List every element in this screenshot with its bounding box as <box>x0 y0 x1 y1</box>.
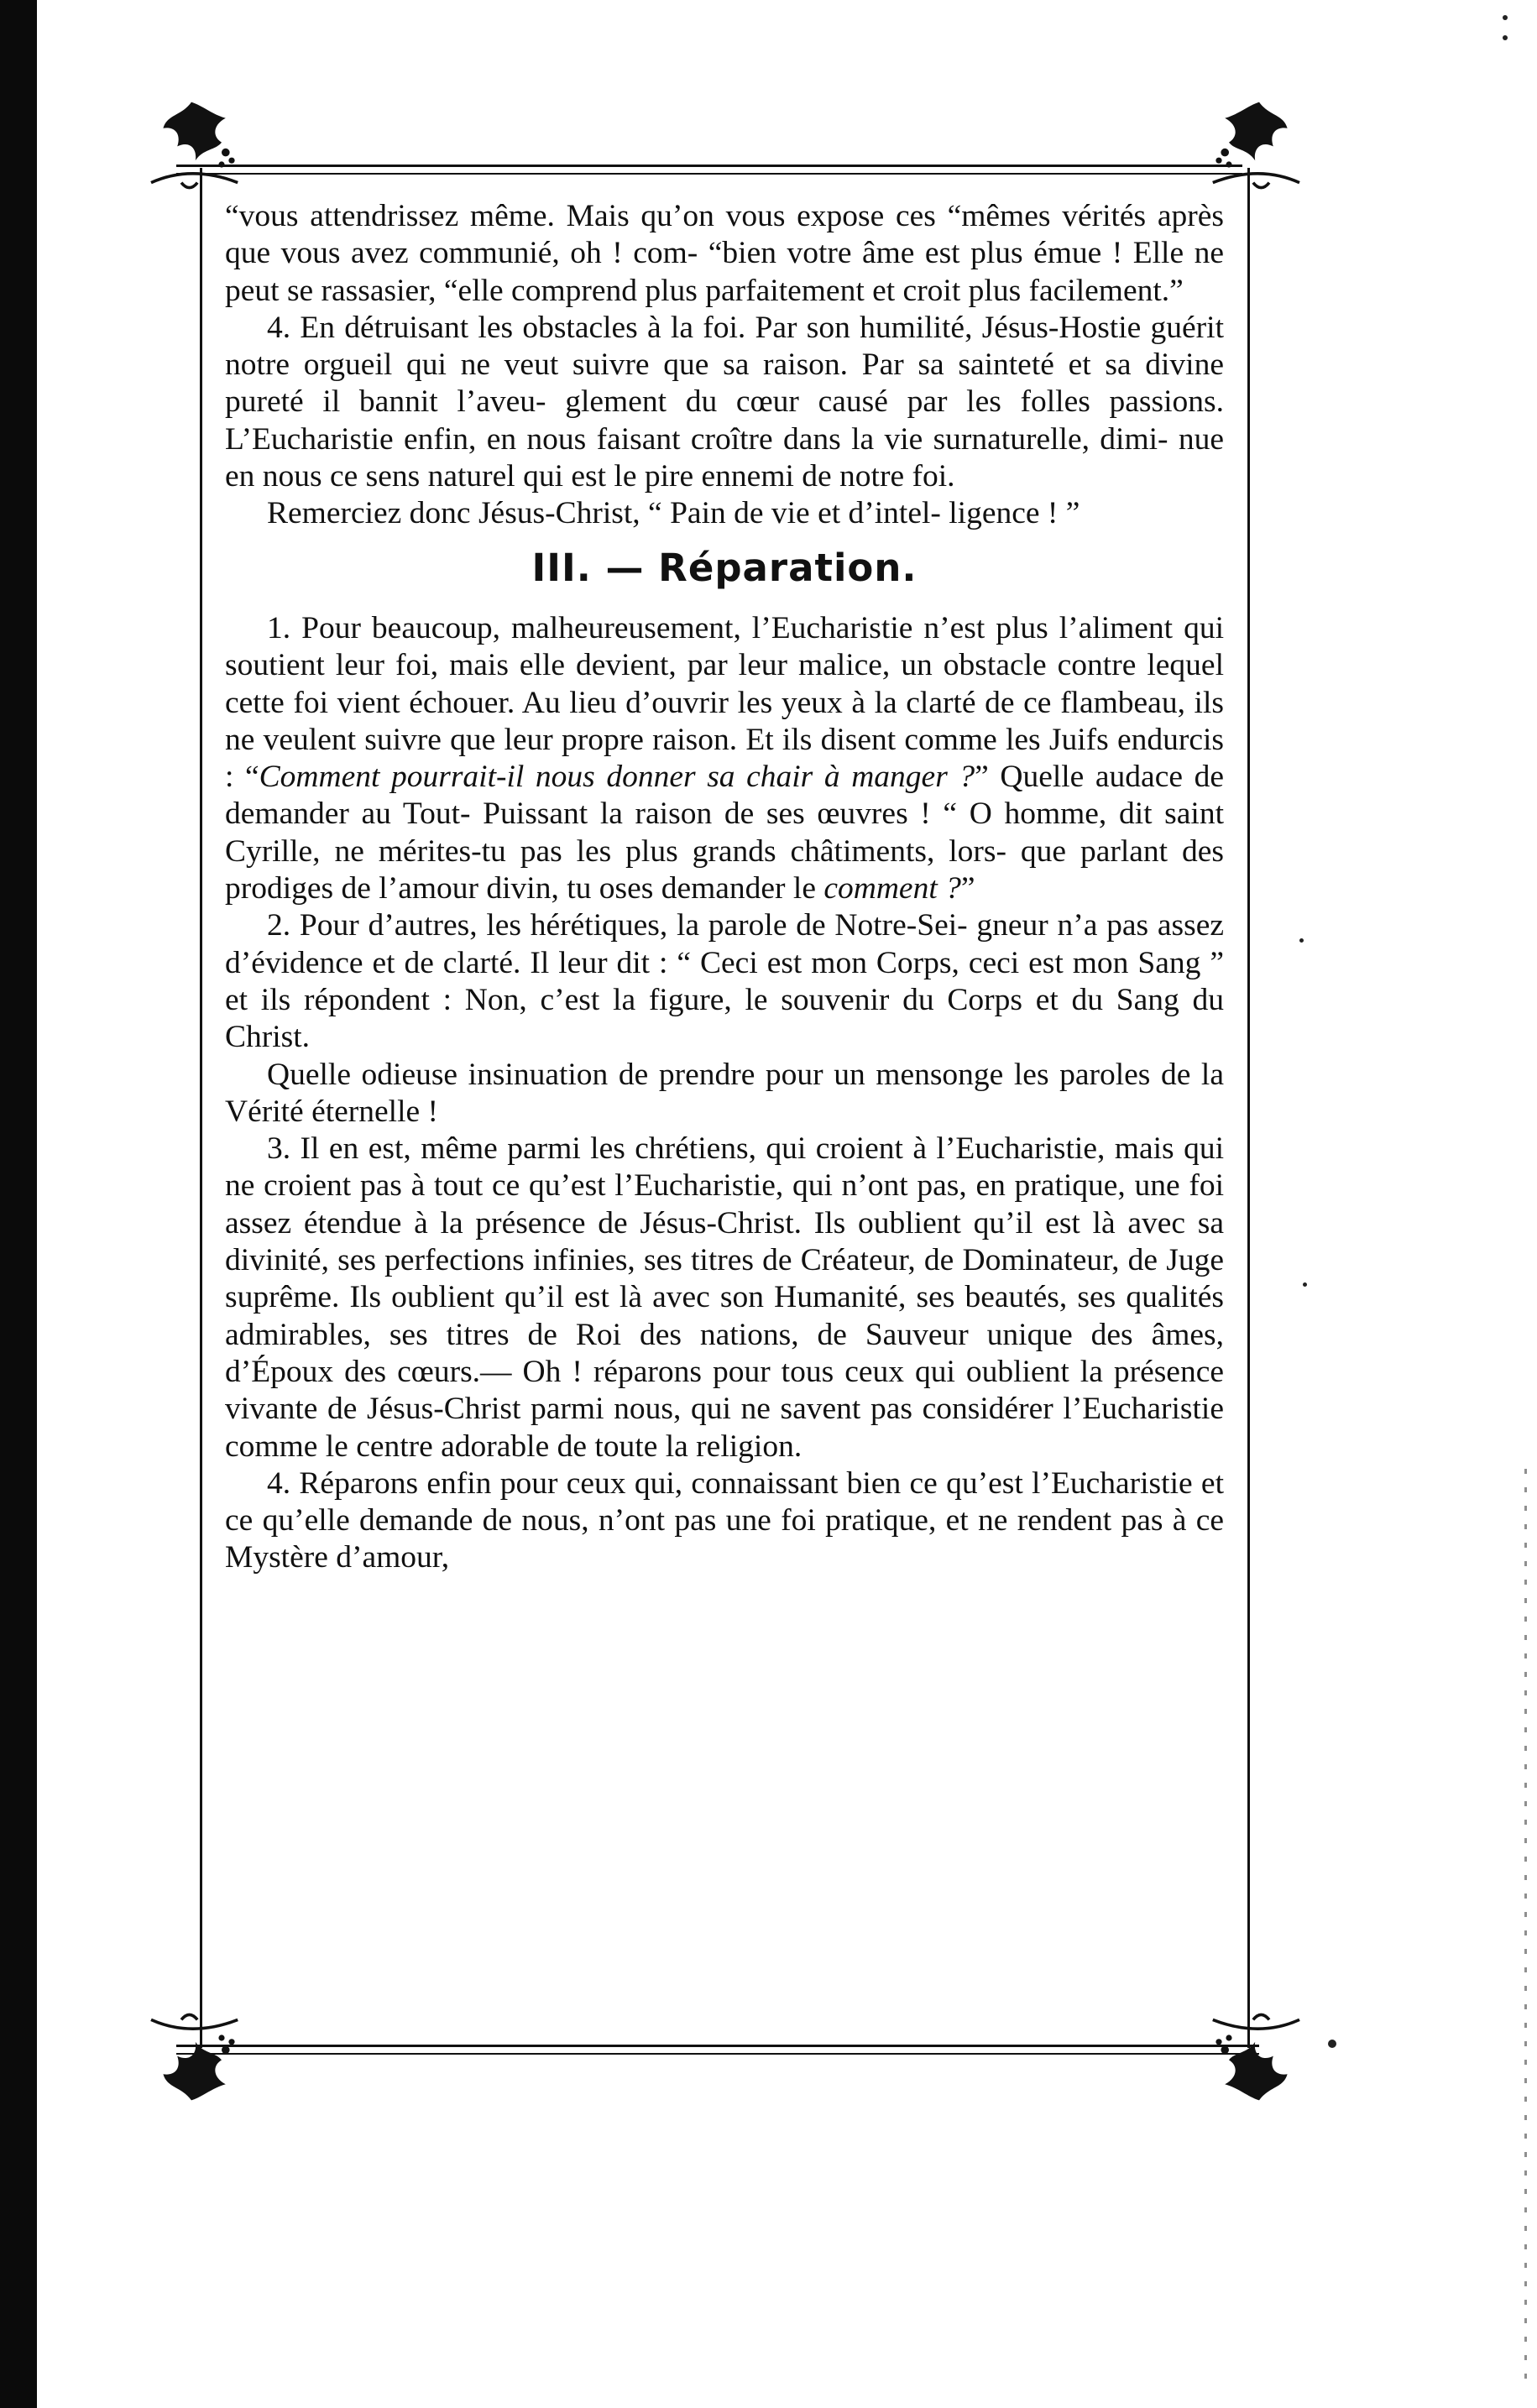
paragraph-point-4-reparation: 4. Réparons enfin pour ceux qui, connaissant bien ce qu’est l’Eucharistie et ce qu’elle demande de nous, n’ont pas une foi pratique, et ne rendent pas à ce Mystère d’amour, <box>225 1465 1224 1575</box>
paragraph-point-4-obstacles: 4. En détruisant les obstacles à la foi. Par son humilité, Jésus-Hostie guérit notre orgueil qui ne veut suivre que sa raison. Par sa sainteté et sa divine pureté il bannit l’aveu- glement du cœur causé par les folles passions. L’Eucharistie enfin, en nous faisant croître dans la vie surnaturelle, dimi- nue en nous ce sens naturel qui est le pire ennemi de notre foi. <box>225 310 1224 494</box>
leaf-ornament-icon <box>141 94 242 195</box>
paragraph-point-1-text: ” Quelle audace de demander au Tout- Puissant la raison de ses œuvres ! “ O homme, dit saint Cyrille, ne mérites-tu pas les plus grands châtiments, lors- que parlant des prodiges de l’amour divin, tu oses demander le <box>225 760 1224 906</box>
book-spine-shadow <box>0 0 37 2408</box>
paragraph-point-1 <box>225 610 1224 907</box>
frame-bottom-rule-inner <box>176 2053 1259 2055</box>
frame-top-rule-inner <box>176 173 1242 175</box>
paragraph-point-2: 2. Pour d’autres, les hérétiques, la parole de Notre-Sei- gneur n’a pas assez d’évidence et de clarté. Il leur dit : “ Ceci est mon Corps, ceci est mon Sang ” et ils répondent : Non, c’est la figure, le souvenir du Corps et du Sang du Christ. <box>225 908 1224 1055</box>
section-heading: III. — Réparation. <box>531 545 917 590</box>
paragraph-point-3: 3. Il en est, même parmi les chrétiens, qui croient à l’Eucharistie, mais qui ne croient pas à tout ce qu’est l’Eucharistie, qui n’ont pas, en pratique, une foi assez étendue à la présence de Jésus-Christ. Ils oublient qu’il est là avec sa divinité, ses perfections infinies, ses titres de Créateur, de Dominateur, de Juge suprême. Ils oublient qu’il est là avec son Humanité, ses beautés, ses qualités admirables, ses titres de Roi des nations, de Sauveur unique des âmes, d’Époux des cœurs.— Oh ! réparons pour tous ceux qui oublient la présence vivante de Jésus-Christ parmi nous, qui ne savent pas considérer l’Eucharistie comme le centre adorable de toute la religion. <box>225 1131 1224 1464</box>
paragraph-thanks: Remerciez donc Jésus-Christ, “ Pain de vie et d’intel- ligence ! ” <box>267 496 1080 531</box>
paragraph-point-1-text: 1. Pour beaucoup, malheureusement, l’Eucharistie n’est plus l’aliment qui soutient leur foi, mais elle devient, par leur malice, un obstacle contre lequel cette foi vient échouer. Au lieu d’ouvrir les yeux à la clarté de ce flambeau, ils ne veulent suivre que leur propre raison. Et ils disent comme les Juifs endurcis : “ <box>225 610 1224 795</box>
italic-word: comment ? <box>823 871 961 906</box>
frame-right-rule <box>1247 168 1250 2048</box>
ink-speck <box>1503 15 1508 20</box>
frame-left-rule <box>200 168 202 2048</box>
leaf-ornament-icon <box>141 2008 242 2108</box>
frame-top-rule <box>176 165 1242 167</box>
page-text <box>225 198 1224 1577</box>
ink-speck <box>1299 938 1304 943</box>
paragraph-quote-continuation: “vous attendrissez même. Mais qu’on vous expose ces “mêmes vérités après que vous avez communié, oh ! com- “bien votre âme est plus émue ! Elle ne peut se rassasier, “elle comprend plus parfaitement et croit plus facilement.” <box>225 199 1224 308</box>
paragraph-point-1-text: ” <box>960 871 975 906</box>
ink-speck <box>1303 1282 1307 1287</box>
frame-bottom-rule <box>176 2045 1259 2047</box>
ink-speck <box>1503 35 1508 40</box>
page-edge-specks <box>1524 1469 1527 2392</box>
leaf-ornament-icon <box>1209 94 1310 195</box>
paragraph-insinuation: Quelle odieuse insinuation de prendre pour un mensonge les paroles de la Vérité éternelle ! <box>225 1057 1224 1129</box>
leaf-ornament-icon <box>1209 2008 1310 2108</box>
ink-speck <box>1328 2040 1336 2048</box>
italic-quote: Comment pourrait-il nous donner sa chair à manger ? <box>259 760 975 795</box>
